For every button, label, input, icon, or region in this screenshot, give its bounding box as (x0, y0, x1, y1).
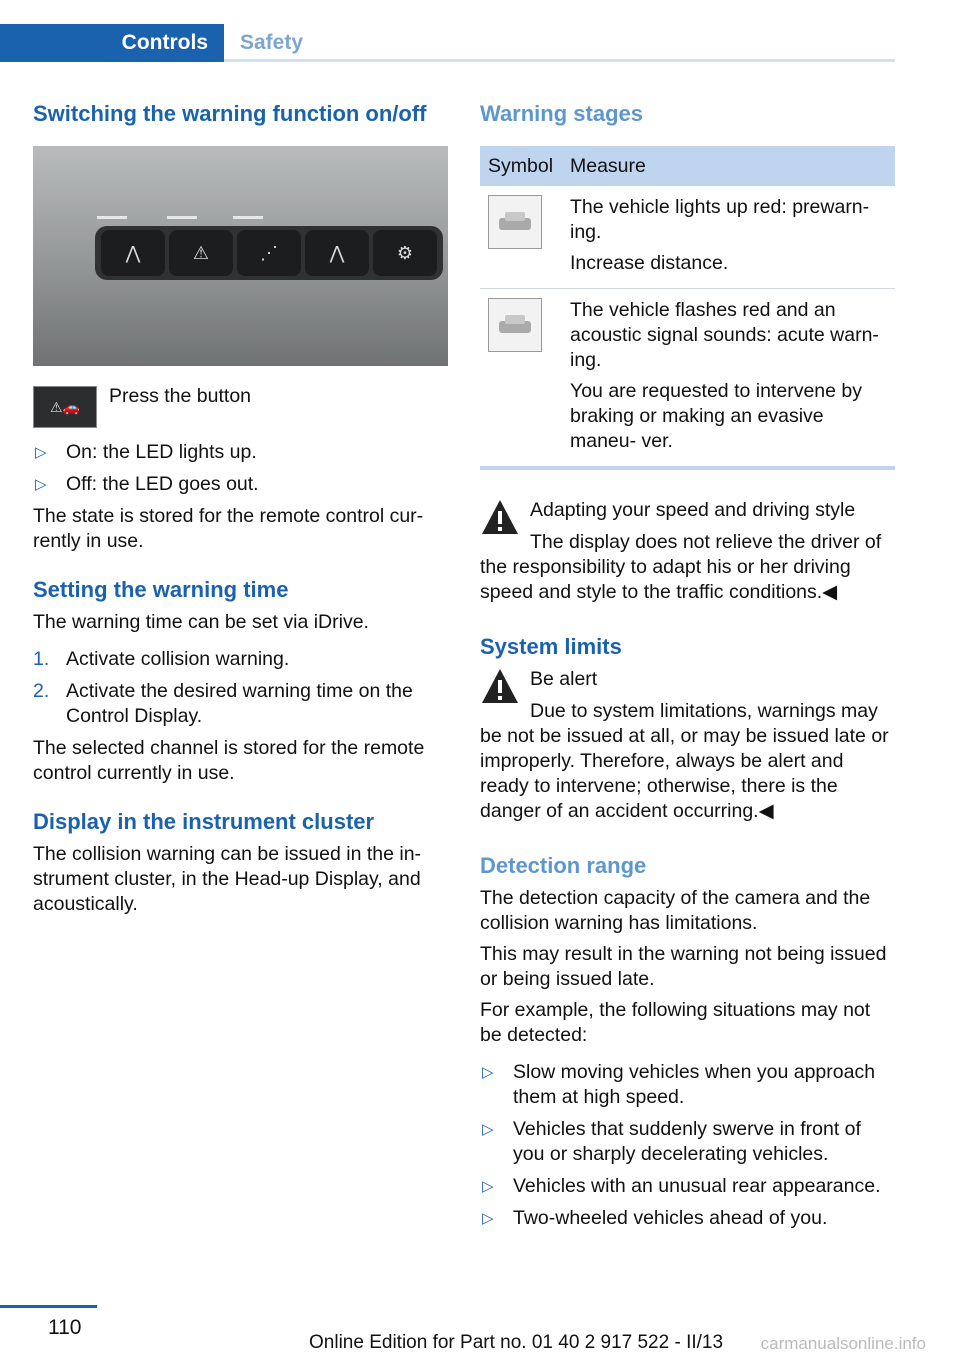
heading-warning-time: Setting the warning time (33, 577, 289, 602)
warning-stages-table (480, 146, 895, 470)
car-flashing-icon (488, 298, 542, 352)
led-indicator (97, 216, 127, 219)
state-text: The state is stored for the remote control cur- rently in use. (33, 505, 424, 552)
warning-triangle-icon (480, 667, 520, 705)
measure-text: Increase distance. (570, 252, 729, 274)
table-row (480, 289, 895, 469)
time-intro: The warning time can be set via iDrive. (33, 611, 369, 633)
car-red-icon (488, 195, 542, 249)
range-list (480, 1060, 895, 1231)
list-item: ▷ On: the LED lights up. (33, 440, 448, 465)
right-column (480, 100, 895, 1238)
warning-text: Due to system limitations, warnings may be not be issued at all, or may be issued late or improperly. Therefore, always be alert and ready to intervene; otherwise, there is the danger of an accident occurring.◀ (480, 700, 889, 822)
measure-text: The vehicle lights up red: prewarn- ing. (570, 196, 870, 243)
table-row (480, 186, 895, 289)
range-text: The detection capacity of the camera and the collision warning has limitations. (480, 887, 871, 934)
site-watermark: carmanualsonline.info (760, 1334, 926, 1353)
heading-system-limits: System limits (480, 634, 622, 659)
button-panel (95, 226, 443, 280)
tab-controls[interactable]: Controls (0, 24, 224, 62)
camera-icon: ⚙ (373, 230, 437, 276)
range-text: This may result in the warning not being issued or being issued late. (480, 943, 887, 990)
led-indicator (233, 216, 263, 219)
heading-display: Display in the instrument cluster (33, 809, 375, 834)
left-column (33, 100, 448, 917)
list-item: 1. Activate collision warning. (33, 648, 290, 670)
warning-text: The display does not relieve the driver of the responsibility to adapt his or her driving speed and style to the traffic conditions.◀ (480, 531, 882, 603)
warning-triangle-icon (480, 498, 520, 536)
on-off-list (33, 440, 448, 497)
list-item: ▷ Slow moving vehicles when you approach them at high speed. (480, 1060, 895, 1110)
footer-rule (0, 1305, 97, 1308)
heading-warning-stages: Warning stages (480, 101, 643, 126)
tab-safety[interactable]: Safety (240, 31, 304, 54)
warning-title: Be alert (530, 668, 598, 690)
column-header: Measure (562, 146, 895, 186)
list-item: ▷ Vehicles with an unusual rear appearance. (480, 1174, 895, 1199)
measure-text: You are requested to intervene by braking or making an evasive maneu- ver. (570, 380, 862, 452)
column-header: Symbol (480, 146, 562, 186)
heading-detection-range: Detection range (480, 853, 647, 878)
range-text: For example, the following situations may not be detected: (480, 999, 871, 1046)
steps-list (33, 647, 448, 729)
list-item: ▷ Two-wheeled vehicles ahead of you. (480, 1206, 895, 1231)
icon-caption: Press the button (109, 385, 252, 407)
collision-warning-icon: ⚠ (169, 230, 233, 276)
button-caption-row (33, 386, 448, 428)
channel-text: The selected channel is stored for the remote control currently in use. (33, 737, 425, 784)
button-panel-photo (33, 146, 448, 366)
display-text: The collision warning can be issued in the in- strument cluster, in the Head-up Display, and acoustically. (33, 843, 422, 915)
list-item: ▷ Off: the LED goes out. (33, 472, 448, 497)
list-item: ▷ Vehicles that suddenly swerve in front of you or sharply decelerating vehicles. (480, 1117, 895, 1167)
lane-warning-icon: ⋀ (101, 230, 165, 276)
edition-text: Online Edition for Part no. 01 40 2 917 522 - II/13 (309, 1332, 724, 1353)
traffic-icon: ⋰ (237, 230, 301, 276)
collision-warning-icon: ⚠🚗 (33, 386, 97, 428)
page-number: 110 (48, 1316, 82, 1339)
list-item: 2. Activate the desired warning time on the Control Display. (33, 680, 413, 727)
led-indicator (167, 216, 197, 219)
road-icon: ⋀ (305, 230, 369, 276)
warning-title: Adapting your speed and driving style (530, 499, 856, 521)
measure-text: The vehicle flashes red and an acoustic signal sounds: acute warn- ing. (570, 299, 879, 371)
heading-switching: Switching the warning function on/off (33, 101, 427, 126)
page-header (0, 0, 895, 62)
